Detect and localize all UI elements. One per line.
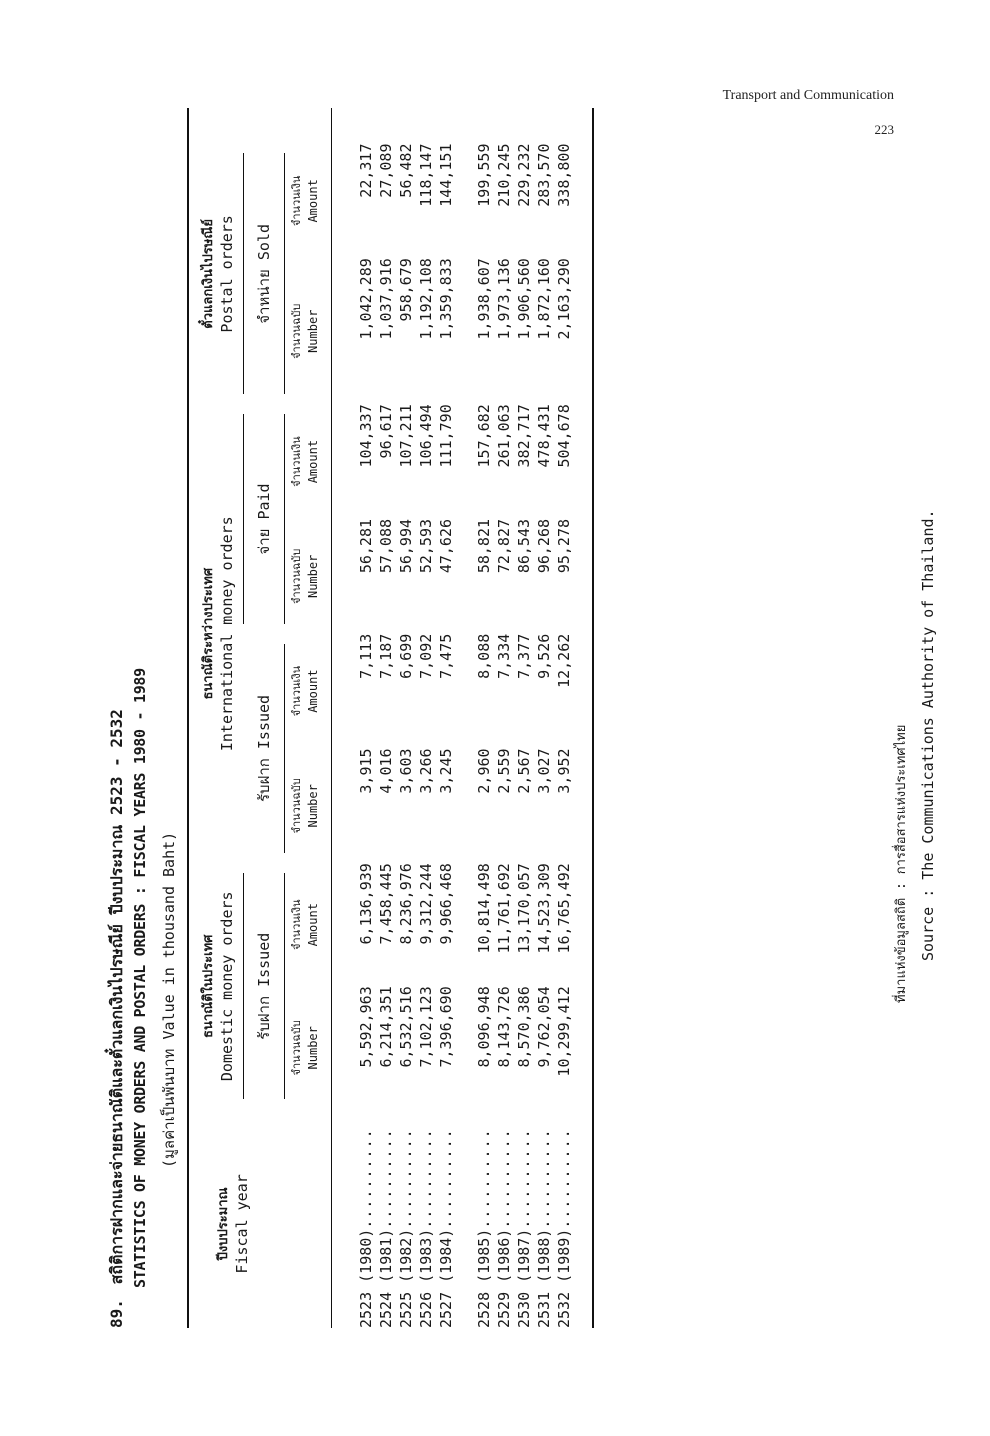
col-label-thai: จำนวนฉบับ: [290, 1020, 303, 1076]
cell-dom-num: 10,299,412: [555, 986, 573, 1077]
stub-header-thai: ปีงบประมาณ: [216, 1187, 231, 1261]
statistics-table: [189, 108, 594, 1328]
leader-dots: ..........: [495, 1128, 513, 1229]
table-title-thai: [105, 108, 131, 1328]
cell-dom-num: 9,762,054: [535, 986, 553, 1068]
cell-int-paid-num: 86,543: [515, 518, 533, 574]
cell-int-paid-num: 57,088: [377, 518, 395, 574]
subgroup-domestic-issued: [236, 863, 289, 1109]
cell-int-iss-amt: 7,334: [495, 633, 513, 679]
table-row: [514, 108, 534, 1328]
page-number: 223: [874, 122, 894, 137]
leader-dots: ..........: [417, 1128, 435, 1229]
cell-postal-num: 1,872,160: [535, 258, 553, 340]
col-label-thai: จำนวนเงิน: [290, 175, 303, 227]
group-header-row: [189, 108, 236, 1328]
table-row: [474, 108, 494, 1328]
group-international-thai: ธนาณัติระหว่างประเทศ: [201, 567, 216, 700]
unit-note: (มูลค่าเป็นพันบาท Value in thousand Baht): [160, 831, 178, 1168]
cell-postal-amt: 338,800: [555, 143, 573, 207]
cell-postal-num: 1,037,916: [377, 258, 395, 340]
table-row: [376, 108, 396, 1328]
cell-int-paid-num: 56,281: [357, 518, 375, 574]
subgroup-international-paid: [236, 404, 289, 633]
cell-int-paid-amt: 106,494: [417, 404, 435, 468]
col-label-thai: จำนวนเงิน: [290, 436, 303, 487]
fiscal-year: 2525 (1982): [397, 1228, 415, 1328]
cell-int-iss-num: 3,915: [357, 748, 375, 794]
cell-int-iss-amt: 7,113: [357, 633, 375, 679]
cell-postal-amt: 283,570: [535, 143, 553, 207]
table-row: [356, 108, 376, 1328]
fiscal-year-cell: [396, 1120, 416, 1328]
column-label-row: [289, 108, 321, 1328]
fiscal-year-cell: [494, 1120, 514, 1328]
cell-int-paid-amt: 157,682: [475, 404, 493, 468]
cell-int-iss-num: 3,952: [555, 748, 573, 794]
cell-postal-num: 1,192,108: [417, 258, 435, 340]
cell-int-iss-amt: 7,377: [515, 633, 533, 679]
col-intl-paid-number: [289, 519, 321, 634]
cell-int-paid-amt: 96,617: [377, 404, 395, 459]
group-domestic: [189, 863, 236, 1109]
leader-dots: ..........: [397, 1128, 415, 1229]
source-english: Source : The Communications Authority of Thailand.: [919, 509, 937, 961]
col-label-english: Amount: [306, 903, 320, 947]
cell-int-iss-amt: 7,187: [377, 633, 395, 679]
col-label-thai: จำนวนฉบับ: [290, 303, 303, 359]
fiscal-year: 2524 (1981): [377, 1228, 395, 1328]
cell-dom-amt: 9,312,244: [417, 863, 435, 945]
fiscal-year: 2526 (1983): [417, 1228, 435, 1328]
fiscal-year: 2528 (1985): [475, 1228, 493, 1328]
cell-postal-num: 1,973,136: [495, 258, 513, 340]
cell-int-paid-num: 58,821: [475, 518, 493, 574]
col-label-english: Amount: [306, 439, 320, 484]
cell-postal-amt: 144,151: [437, 143, 455, 207]
cell-postal-num: 1,938,607: [475, 258, 493, 340]
cell-dom-amt: 6,136,939: [357, 863, 375, 945]
fiscal-year: 2527 (1984): [437, 1228, 455, 1328]
cell-int-paid-num: 96,268: [535, 518, 553, 574]
cell-int-paid-num: 95,278: [555, 518, 573, 574]
source-note: [890, 509, 937, 1003]
cell-postal-amt: 229,232: [515, 143, 533, 207]
fiscal-year: 2531 (1988): [535, 1228, 553, 1328]
col-intl-issued-amount: [289, 634, 321, 749]
leader-dots: ..........: [555, 1128, 573, 1229]
cell-int-paid-amt: 382,717: [515, 404, 533, 468]
table-row: [416, 108, 436, 1328]
table-row: [494, 108, 514, 1328]
cell-dom-amt: 10,814,498: [475, 863, 493, 954]
cell-dom-amt: 8,236,976: [397, 863, 415, 945]
table-block: [105, 108, 937, 1328]
cell-int-iss-num: 2,960: [475, 748, 493, 794]
cell-postal-amt: 56,482: [397, 143, 415, 198]
cell-int-iss-num: 2,567: [515, 748, 533, 794]
cell-int-paid-amt: 104,337: [357, 404, 375, 468]
cell-dom-num: 7,102,123: [417, 986, 435, 1068]
cell-int-iss-amt: 9,526: [535, 633, 553, 679]
cell-dom-num: 5,592,963: [357, 986, 375, 1068]
cell-postal-num: 958,679: [397, 258, 415, 322]
cell-postal-num: 1,906,560: [515, 258, 533, 340]
col-intl-paid-amount: [289, 404, 321, 519]
cell-dom-num: 6,532,516: [397, 986, 415, 1068]
cell-dom-amt: 9,966,468: [437, 863, 455, 945]
table-title-english: STATISTICS OF MONEY ORDERS AND POSTAL ORDERS : FISCAL YEARS 1980 - 1989: [131, 668, 149, 1288]
cell-int-iss-amt: 8,088: [475, 633, 493, 679]
fiscal-year: 2529 (1986): [495, 1228, 513, 1328]
col-label-thai: จำนวนเงิน: [290, 899, 303, 950]
cell-int-paid-num: 72,827: [495, 518, 513, 574]
fiscal-year-cell: [436, 1120, 456, 1328]
cell-int-iss-num: 4,016: [377, 748, 395, 794]
col-label-thai: จำนวนเงิน: [290, 665, 303, 717]
group-postal: [189, 144, 236, 405]
fiscal-year-cell: [534, 1120, 554, 1328]
cell-int-iss-num: 2,559: [495, 748, 513, 794]
col-label-thai: จำนวนฉบับ: [290, 548, 303, 604]
group-international-english: International money orders: [218, 516, 236, 752]
group-domestic-thai: ธนาณัติในประเทศ: [201, 934, 216, 1038]
fiscal-year-cell: [356, 1120, 376, 1328]
leader-dots: ..........: [437, 1128, 455, 1229]
table-row: [436, 108, 456, 1328]
fiscal-year-cell: [416, 1120, 436, 1328]
cell-dom-num: 8,143,726: [495, 986, 513, 1068]
leader-dots: ..........: [475, 1128, 493, 1229]
cell-postal-amt: 118,147: [417, 143, 435, 207]
cell-int-paid-num: 56,994: [397, 518, 415, 574]
cell-int-iss-amt: 7,092: [417, 633, 435, 679]
running-head: Transport and Communication: [722, 88, 894, 103]
fiscal-year: 2532 (1989): [555, 1228, 573, 1328]
fiscal-year-cell: [376, 1120, 396, 1328]
col-label-thai: จำนวนฉบับ: [290, 778, 303, 834]
col-domestic-amount: [289, 863, 321, 986]
fiscal-year: 2523 (1980): [357, 1228, 375, 1328]
cell-postal-num: 1,042,289: [357, 258, 375, 340]
cell-dom-num: 6,214,351: [377, 986, 395, 1068]
cell-dom-amt: 11,761,692: [495, 863, 513, 954]
cell-int-paid-amt: 504,678: [555, 404, 573, 468]
cell-dom-amt: 16,765,492: [555, 863, 573, 954]
col-label-english: Number: [306, 554, 320, 599]
cell-int-paid-amt: 111,790: [437, 404, 455, 468]
fiscal-year-cell: [474, 1120, 494, 1328]
col-label-english: Number: [306, 1026, 320, 1070]
leader-dots: ..........: [535, 1128, 553, 1229]
subgroup-international-paid-label: จ่าย Paid: [255, 483, 273, 555]
cell-dom-num: 7,396,690: [437, 986, 455, 1068]
subgroup-postal-sold: [236, 144, 289, 405]
col-domestic-number: [289, 986, 321, 1109]
cell-dom-num: 8,096,948: [475, 986, 493, 1068]
cell-int-paid-amt: 478,431: [535, 404, 553, 468]
cell-int-iss-num: 3,027: [535, 748, 553, 794]
leader-dots: ..........: [377, 1128, 395, 1229]
col-postal-number: [289, 258, 321, 404]
stub-header: [189, 1120, 289, 1328]
source-thai: ที่มาแห่งข้อมูลสถิติ : การสื่อสารแห่งประเทศไทย: [894, 724, 909, 1003]
group-domestic-english: Domestic money orders: [218, 891, 236, 1082]
subgroup-international-issued: [236, 634, 289, 863]
subgroup-postal-sold-label: จำหน่าย Sold: [255, 224, 273, 324]
cell-dom-amt: 14,523,309: [535, 863, 553, 954]
col-postal-amount: [289, 144, 321, 259]
table-row: [396, 108, 416, 1328]
cell-int-iss-amt: 12,262: [555, 633, 573, 688]
col-label-english: Number: [306, 784, 320, 828]
group-postal-english: Postal orders: [218, 215, 236, 333]
stub-header-english: Fiscal year: [233, 1174, 251, 1274]
cell-int-paid-num: 52,593: [417, 518, 435, 574]
cell-dom-num: 8,570,386: [515, 986, 533, 1068]
cell-int-paid-amt: 107,211: [397, 404, 415, 468]
col-label-english: Number: [306, 309, 320, 353]
cell-int-iss-num: 3,603: [397, 748, 415, 794]
subgroup-domestic-issued-label: รับฝาก Issued: [255, 932, 273, 1040]
col-label-english: Amount: [306, 669, 320, 713]
cell-int-paid-num: 47,626: [437, 518, 455, 574]
title-thai-text: สถิติการฝากและจ่ายธนาณัติและตั๋วแลกเงินไปรษณีย์ ปีงบประมาณ 2523 - 2532: [107, 709, 126, 1285]
cell-int-paid-amt: 261,063: [495, 404, 513, 468]
cell-postal-num: 2,163,290: [555, 258, 573, 340]
fiscal-year: 2530 (1987): [515, 1228, 533, 1328]
cell-int-iss-num: 3,245: [437, 748, 455, 794]
group-international: [189, 404, 236, 863]
leader-dots: ..........: [515, 1128, 533, 1229]
row-group-gap: [456, 108, 474, 1328]
fiscal-year-cell: [514, 1120, 534, 1328]
cell-postal-num: 1,359,833: [437, 258, 455, 340]
table-body: [356, 108, 574, 1328]
col-intl-issued-number: [289, 748, 321, 863]
table-number: 89.: [107, 1299, 126, 1328]
cell-postal-amt: 27,089: [377, 143, 395, 198]
cell-dom-amt: 7,458,445: [377, 863, 395, 945]
subgroup-international-issued-label: รับฝาก Issued: [255, 694, 273, 802]
table-row: [534, 108, 554, 1328]
cell-int-iss-amt: 6,699: [397, 633, 415, 679]
group-postal-thai: ตั๋วแลกเงินไปรษณีย์: [201, 219, 216, 329]
cell-int-iss-num: 3,266: [417, 748, 435, 794]
col-label-english: Amount: [306, 179, 320, 223]
cell-dom-amt: 13,170,057: [515, 863, 533, 954]
cell-postal-amt: 22,317: [357, 143, 375, 198]
fiscal-year-cell: [554, 1120, 574, 1328]
cell-int-iss-amt: 7,475: [437, 633, 455, 679]
leader-dots: ..........: [357, 1128, 375, 1229]
cell-postal-amt: 210,245: [495, 143, 513, 207]
cell-postal-amt: 199,559: [475, 143, 493, 207]
table-row: [554, 108, 574, 1328]
